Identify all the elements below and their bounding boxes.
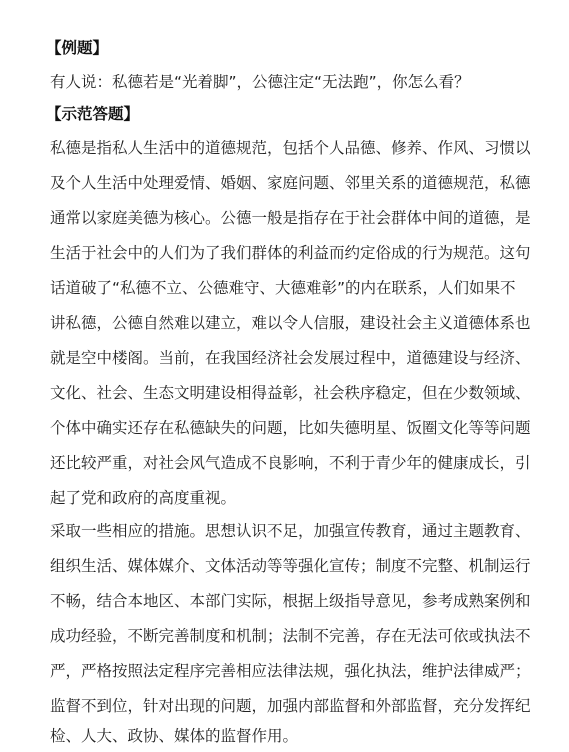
paragraph-line: 还比较严重，对社会风气造成不良影响，不利于青少年的健康成长，引 <box>50 454 531 472</box>
paragraph-line: 检、人大、政协、媒体的监督作用。 <box>50 727 299 745</box>
paragraph-line: 不畅，结合本地区、本部门实际，根据上级指导意见，参考成熟案例和 <box>50 592 531 610</box>
paragraph-line: 通常以家庭美德为核心。公德一般是指存在于社会群体中间的道德，是 <box>50 209 531 227</box>
paragraph-line: 话道破了“私德不立、公德难守、大德难彰”的内在联系，人们如果不 <box>50 279 516 297</box>
paragraph-line: 组织生活、媒体媒介、文体活动等等强化宣传；制度不完整、机制运行 <box>50 557 531 575</box>
paragraph-line: 私德是指私人生活中的道德规范，包括个人品德、修养、作风、习惯以 <box>50 139 531 157</box>
paragraph-line: 成功经验，不断完善制度和机制；法制不完善，存在无法可依或执法不 <box>50 627 531 645</box>
example-question: 有人说：私德若是“光着脚”，公德注定“无法跑”，你怎么看？ <box>50 73 470 91</box>
paragraph-line: 严，严格按照法定程序完善相应法律法规，强化执法，维护法律威严； <box>50 662 531 680</box>
paragraph-line: 文化、社会、生态文明建设相得益彰，社会秩序稳定，但在少数领域、 <box>50 384 531 402</box>
paragraph-line: 个体中确实还存在私德缺失的问题，比如失德明星、饭圈文化等等问题 <box>50 419 531 437</box>
paragraph-line: 就是空中楼阁。当前，在我国经济社会发展过程中，道德建设与经济、 <box>50 349 531 367</box>
paragraph-line: 监督不到位，针对出现的问题，加强内部监督和外部监督，充分发挥纪 <box>50 697 531 715</box>
answer-heading: 【示范答题】 <box>46 105 140 123</box>
paragraph-line: 采取一些相应的措施。思想认识不足，加强宣传教育，通过主题教育、 <box>50 522 531 540</box>
example-heading: 【例题】 <box>46 39 109 57</box>
paragraph-line: 及个人生活中处理爱情、婚姻、家庭问题、邻里关系的道德规范，私德 <box>50 174 531 192</box>
paragraph-line: 讲私德，公德自然难以建立，难以令人信服，建设社会主义道德体系也 <box>50 314 531 332</box>
paragraph-line: 生活于社会中的人们为了我们群体的利益而约定俗成的行为规范。这句 <box>50 244 531 262</box>
paragraph-line: 起了党和政府的高度重视。 <box>50 489 237 507</box>
